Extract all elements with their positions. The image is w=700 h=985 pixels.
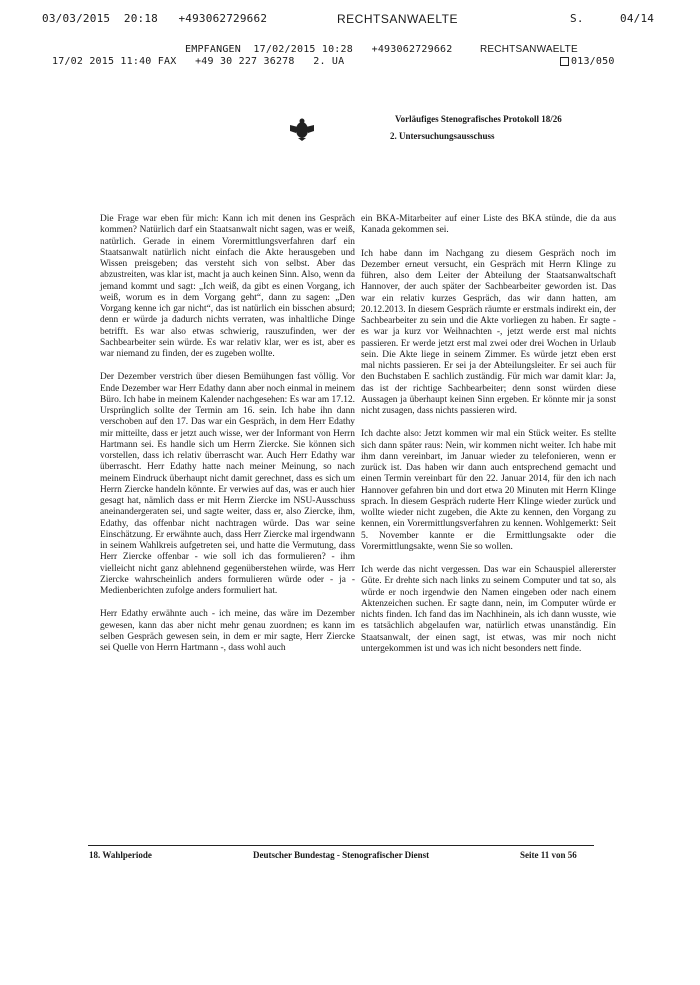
fax-header-sender: RECHTSANWAELTE: [337, 12, 459, 26]
fax-received-line: EMPFANGEN 17/02/2015 10:28 +493062729662: [185, 44, 453, 55]
checkbox-icon: [560, 57, 569, 66]
fax-header-number: +493062729662: [178, 12, 268, 25]
paragraph: Die Frage war eben für mich: Kann ich mit denen ins Gespräch kommen? Natürlich darf ein Staatsanwalt nicht sagen, was er weiß, natürlich. Gerade in einem Vorermittlungsverfahren darf ein Staatsanwalt natürlich nicht einfach die Akte herausgeben und Wissen preisgeben; das versteht sich von selbst. Aber das abzustreiten, was klar ist, macht ja auch keinen Sinn. Also, wenn da jemand kommt und sagt: „Ich weiß, da gibt es einen Vorgang, ich weiß, worum es in dem Vorgang geht“, dann zu sagen: „Den Vorgang kenne ich gar nicht“, das ist natürlich ein bisschen absurd; denn er würde ja dadurch nichts verraten, was inhaltliche Dinge betrifft. Es war also etwas schwierig, rauszufinden, wer der Sachbearbeiter sein würde. Es war relativ klar, wer es ist, aber es war niemand zu finden, der es zugeben wollte.: [100, 214, 355, 359]
federal-eagle-icon: [288, 117, 316, 141]
left-column: [100, 214, 355, 666]
protocol-title: Vorläufiges Stenografisches Protokoll 18/26: [395, 114, 562, 124]
paragraph: Ich dachte also: Jetzt kommen wir mal ein Stück weiter. Es stellte sich dann später raus: Nein, wir kommen nicht weiter. Ich habe mit ihm dann vereinbart, im Januar wieder zu telefonieren, wenn er zurück ist. Das haben wir dann auch entsprechend gemacht und einen Termin vereinbart für den 22. Januar 2014, für den ich nach Hannover gefahren bin und dort etwa 20 Minuten mit Herrn Klinge sprach. In diesem Gespräch ruderte Herr Klinge wieder zurück und wollte wieder nicht zugeben, die Akte zu kennen, den Vorgang zu kennen, ein Vorermittlungsverfahren zu kennen. Wohlgemerkt: Seit 5. November kannte er die Ermittlungsakte oder die Vorermittlungsakte, wenn Sie so wollen.: [361, 429, 616, 552]
paragraph: Ich werde das nicht vergessen. Das war ein Schauspiel allererster Güte. Er drehte sich nach links zu seinem Computer und tat so, als würde er noch irgendwie den Namen eingeben oder nach einem Aktenzeichen suchen. Er sagte dann, nein, im Computer würde er nichts finden. Ich fand das im Nachhinein, als ich dann wusste, wie es tatsächlich abgelaufen war, natürlich etwas unanständig. Ein Staatsanwalt, der einen sagt, ist etwas, was mir noch nicht untergekommen ist und was ich nicht besonders nett finde.: [361, 565, 616, 654]
footer-period: 18. Wahlperiode: [89, 850, 152, 860]
committee-name: 2. Untersuchungsausschuss: [390, 131, 495, 141]
fax-header-date: 03/03/2015 20:18 +493062729662: [42, 12, 268, 25]
paragraph: Der Dezember verstrich über diesen Bemühungen fast völlig. Vor Ende Dezember war Herr Edathy dann aber noch einmal in meinem Büro. Ich habe in meinem Kalender nachgesehen: Es war am 17.12. Ursprünglich sollte der Termin am 16. sein. Ich habe ihn dann verschoben auf den 17. Das war ein Gespräch, in dem Herr Edathy mir mitteilte, dass er jetzt auch wisse, wer der Informant von Herrn Hartmann sei. Es handle sich um Herrn Ziercke. Sie können sich vorstellen, dass ich relativ überrascht war. Auch Herr Edathy war überrascht. Herr Edathy hatte nach meiner Meinung, so nach meinem Eindruck überhaupt nicht damit gerechnet, dass es sich um Herrn Ziercke handeln könnte. Er verwies auf das, was er auch hier gesagt hat, nämlich dass er mit Herrn Ziercke im NSU-Ausschuss aneinandergeraten sei, und sagte weiter, dass er, also Ziercke, ihm, Edathy, das offenbar nicht nachtragen würde. Das war seine Einschätzung. Er erwähnte auch, dass Herr Ziercke mal irgendwann in seinem Wahlkreis aufgetreten sei, und hatte die Vermutung, dass Herr Ziercke offenbar - wie soll ich das formulieren? - ihm vielleicht nicht ganz ablehnend gegenüberstehen würde, was Herr Ziercke wahrscheinlich anders formulieren würde oder - ja - Medienberichten zufolge anders formuliert hat.: [100, 372, 355, 596]
right-column: [361, 214, 616, 667]
paragraph: Herr Edathy erwähnte auch - ich meine, das wäre im Dezember gewesen, kann das aber nicht mehr genau zuordnen; es kann im selben Gespräch gewesen sein, in dem er mir sagte, Herr Ziercke sei Quelle von Herrn Hartmann -, dass wohl auch: [100, 609, 355, 653]
footer-page: Seite 11 von 56: [520, 850, 577, 860]
fax-transmit-line: 17/02 2015 11:40 FAX +49 30 227 36278 2. UA: [52, 56, 345, 67]
fax-header-page: 04/14: [620, 12, 655, 25]
paragraph: ein BKA-Mitarbeiter auf einer Liste des BKA stünde, die da aus Kanada gekommen sei.: [361, 214, 616, 236]
footer-service: Deutscher Bundestag - Stenografischer Dienst: [253, 850, 430, 860]
fax-received-sender: RECHTSANWAELTE: [480, 44, 578, 55]
fax-transmit-page: 013/050: [560, 56, 615, 67]
fax-header-s: S.: [570, 12, 584, 25]
footer-divider: [88, 845, 594, 846]
paragraph: Ich habe dann im Nachgang zu diesem Gespräch noch im Dezember erneut versucht, ein Gespräch mit Herrn Klinge zu führen, also dem Leiter der Abteilung der Staatsanwaltschaft Hannover, der auch später der Sachbearbeiter geworden ist. Das war ein relativ kurzes Gespräch, das wir dann hatten, am 20.12.2013. In diesem Gespräch räumte er erstmals indirekt ein, der Sachbearbeiter zu sein und die Akte vorliegen zu haben. Er sagte - es war ja kurz vor Weihnachten -, jetzt werde erst mal nichts passieren. Er werde jetzt erst mal zwei oder drei Wochen in Urlaub sein. Die Akte liege in seinem Zimmer. Es würde jetzt eben erst mal nichts passieren. Er sei ja der Abteilungsleiter. Er sei auch für den Buchstaben E sachlich zuständig. Für mich war damit klar: Ja, das ist der richtige Sachbearbeiter; denn sonst würden diese Aussagen ja überhaupt keinen Sinn ergeben. Er könnte mir ja sonst nicht zusagen, dass nichts passieren wird.: [361, 248, 616, 416]
